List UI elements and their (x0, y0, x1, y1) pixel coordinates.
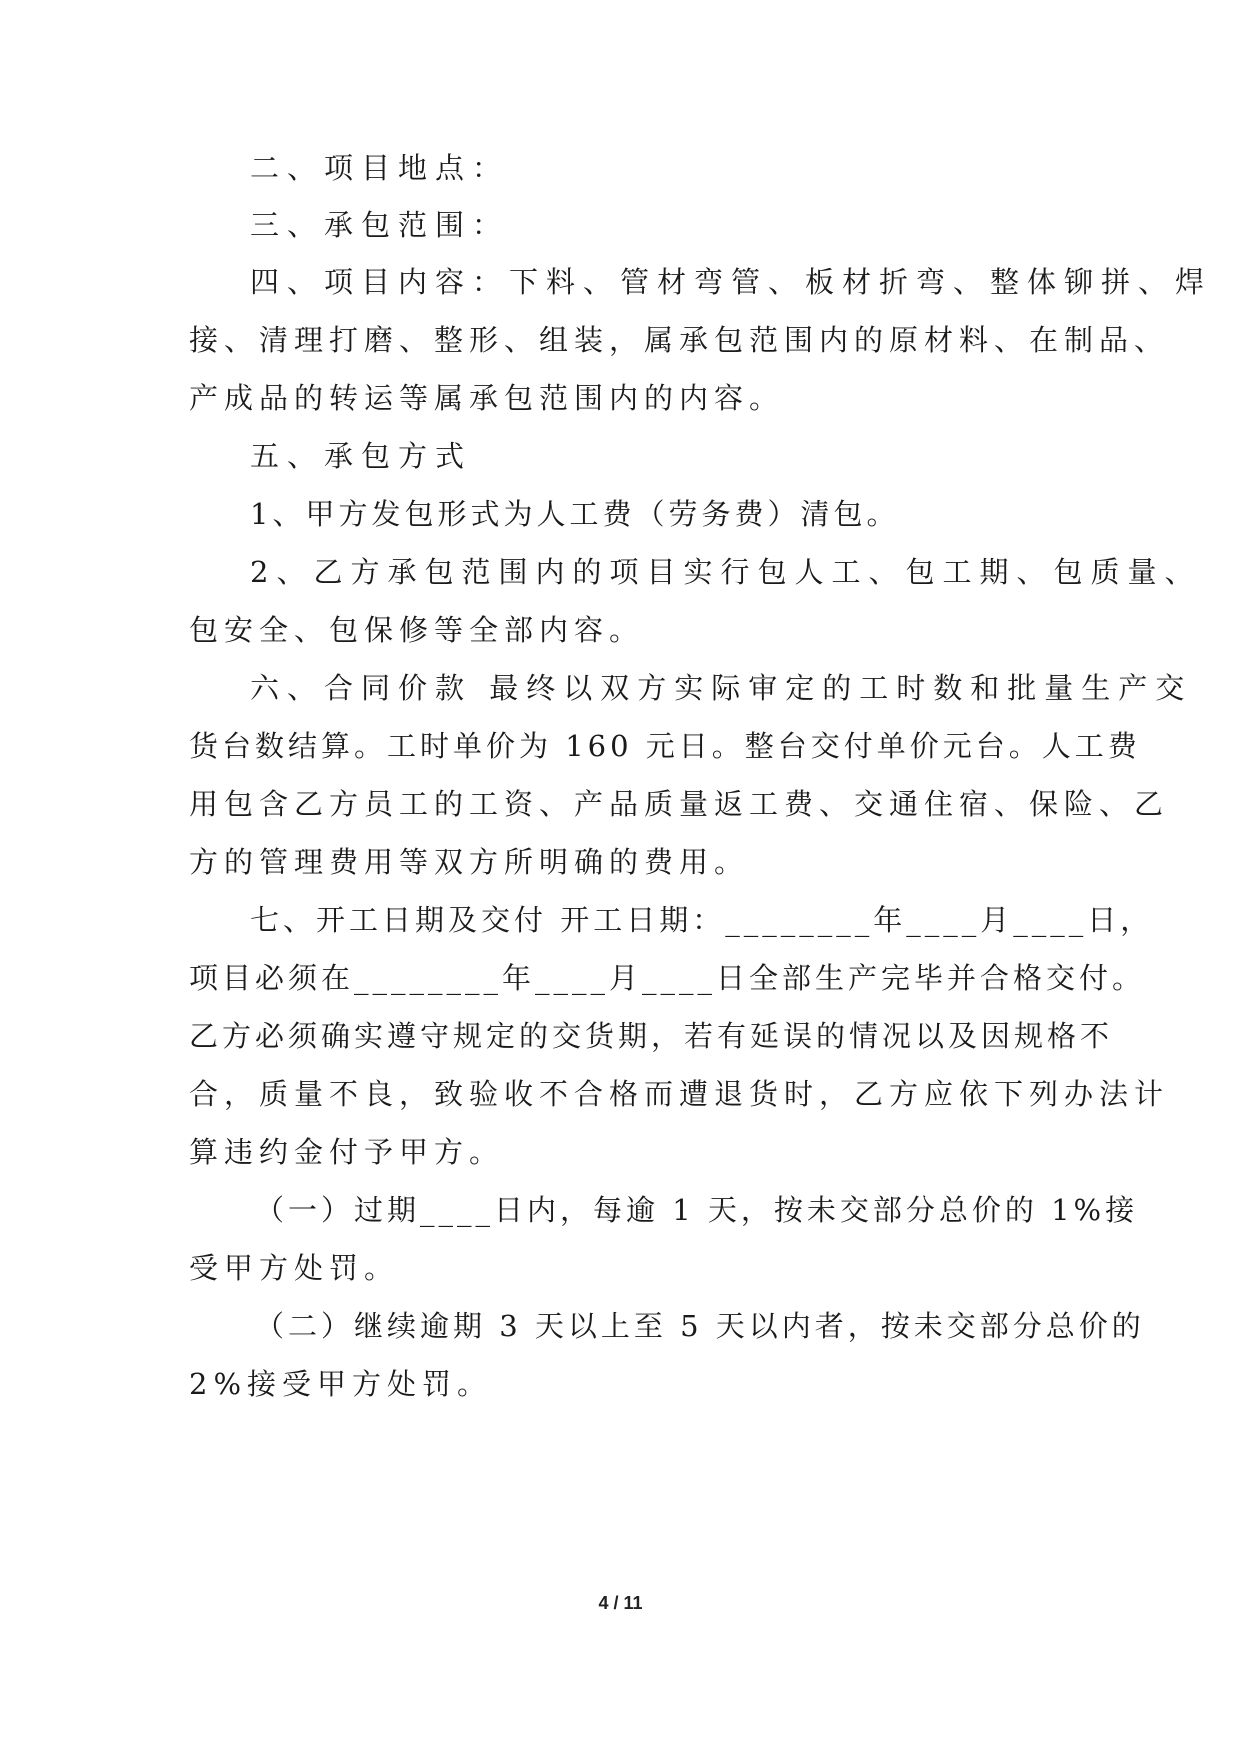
paragraph-line: 受甲方处罚。 (189, 1251, 400, 1285)
section-heading-project-location: 二、项目地点： (250, 151, 510, 185)
page-number: 4 / 11 (598, 1593, 643, 1613)
paragraph-line: 1、甲方发包形式为人工费（劳务费）清包。 (250, 497, 900, 531)
paragraph-line: 货台数结算。工时单价为 160 元日。整台交付单价元台。人工费 (189, 729, 1141, 763)
paragraph-line: 2%接受甲方处罚。 (189, 1367, 493, 1401)
paragraph-line: 用包含乙方员工的工资、产品质量返工费、交通住宿、保险、乙 (189, 787, 1170, 821)
section-heading-contract-scope: 三、承包范围： (250, 208, 510, 242)
paragraph-line: 方的管理费用等双方所明确的费用。 (189, 845, 750, 879)
paragraph-line: 包安全、包保修等全部内容。 (189, 613, 645, 647)
paragraph-line: 乙方必须确实遵守规定的交货期，若有延误的情况以及因规格不 (189, 1019, 1114, 1053)
paragraph-line: 产成品的转运等属承包范围内的内容。 (189, 381, 785, 415)
paragraph-line: （一）过期____日内，每逾 1 天，按未交部分总价的 1%接 (255, 1193, 1139, 1227)
paragraph-line: 合，质量不良，致验收不合格而遭退货时，乙方应依下列办法计 (189, 1077, 1170, 1111)
paragraph-line: 2、乙方承包范围内的项目实行包人工、包工期、包质量、 (250, 555, 1202, 589)
section-heading-contract-method: 五、承包方式 (250, 439, 473, 473)
paragraph-line: 接、清理打磨、整形、组装，属承包范围内的原材料、在制品、 (189, 323, 1170, 357)
paragraph-line: 算违约金付予甲方。 (189, 1135, 505, 1169)
paragraph-line: 七、开工日期及交付 开工日期：________年____月____日， (250, 903, 1154, 937)
paragraph-line: （二）继续逾期 3 天以上至 5 天以内者，按未交部分总价的 (255, 1309, 1145, 1343)
paragraph-line: 六、合同价款 最终以双方实际审定的工时数和批量生产交 (250, 671, 1193, 705)
paragraph-line: 项目必须在________年____月____日全部生产完毕并合格交付。 (189, 961, 1146, 995)
paragraph-line: 四、项目内容：下料、管材弯管、板材折弯、整体铆拼、焊 (250, 265, 1213, 299)
